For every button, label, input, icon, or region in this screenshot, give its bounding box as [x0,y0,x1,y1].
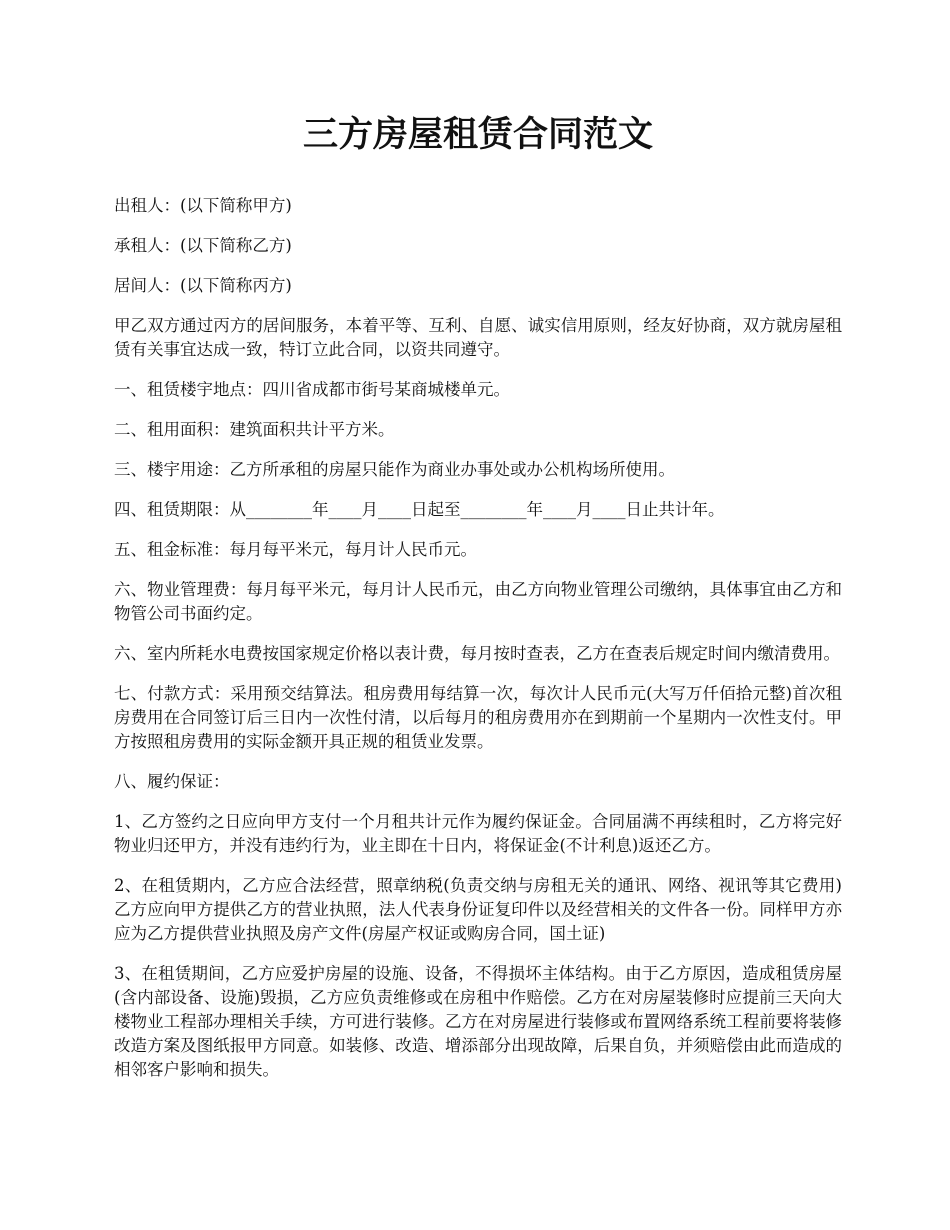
document-title: 三方房屋租赁合同范文 [302,114,653,155]
clause-usage: 三、楼宇用途：乙方所承租的房屋只能作为商业办事处或办公机构场所使用。 [114,460,675,479]
clause-deposit: 1、乙方签约之日应向甲方支付一个月租共计元作为履约保证金。合同届满不再续租时，乙方将完好物业归还甲方，并没有违约行为，业主即在十日内，将保证金(不计利息)返还乙方。 [114,812,842,855]
clause-payment: 七、付款方式：采用预交结算法。租房费用每结算一次，每次计人民币元(大写万仟佰拾元整)首次租房费用在合同签订后三日内一次性付清，以后每月的租房费用亦在到期前一个星期内一次性支付。甲方按照租房费用的实际金额开具正规的租赁业发票。 [114,684,842,751]
clause-performance-guarantee: 八、履约保证： [114,772,230,791]
document-body [114,112,842,1098]
clause-property-care: 3、在租赁期间，乙方应爱护房屋的设施、设备，不得损坏主体结构。由于乙方原因，造成租赁房屋(含内部设备、设施)毁损，乙方应负责维修或在房租中作赔偿。乙方在对房屋装修时应提前三天向大楼物业工程部办理相关手续，方可进行装修。乙方在对房屋进行装修或布置网络系统工程前要将装修改造方案及图纸报甲方同意。如装修、改造、增添部分出现故障，后果自负，并须赔偿由此而造成的相邻客户影响和损失。 [114,964,842,1079]
clause-utilities: 六、室内所耗水电费按国家规定价格以表计费，每月按时查表，乙方在查表后规定时间内缴清费用。 [114,644,840,663]
clause-legal-operation: 2、在租赁期内，乙方应合法经营，照章纳税(负责交纳与房租无关的通讯、网络、视讯等其它费用)乙方应向甲方提供乙方的营业执照，法人代表身份证复印件以及经营相关的文件各一份。同样甲方亦应为乙方提供营业执照及房产文件(房屋产权证或购房合同，国土证) [114,876,842,943]
clause-lease-term: 四、租赁期限：从________年____月____日起至________年____月____日止共计年。 [114,500,725,519]
clause-location: 一、租赁楼宇地点：四川省成都市街号某商城楼单元。 [114,380,510,399]
clause-lessee: 承租人：(以下简称乙方) [114,236,292,255]
clause-management-fee: 六、物业管理费：每月每平米元，每月计人民币元，由乙方向物业管理公司缴纳，具体事宜由乙方和物管公司书面约定。 [114,580,842,623]
clause-rent-standard: 五、租金标准：每月每平米元，每月计人民币元。 [114,540,477,559]
clause-preamble: 甲乙双方通过丙方的居间服务，本着平等、互利、自愿、诚实信用原则，经友好协商，双方就房屋租赁有关事宜达成一致，特订立此合同，以资共同遵守。 [114,316,842,359]
clause-lessor: 出租人：(以下简称甲方) [114,196,292,215]
clause-intermediary: 居间人：(以下简称丙方) [114,276,292,295]
clause-area: 二、租用面积：建筑面积共计平方米。 [114,420,395,439]
